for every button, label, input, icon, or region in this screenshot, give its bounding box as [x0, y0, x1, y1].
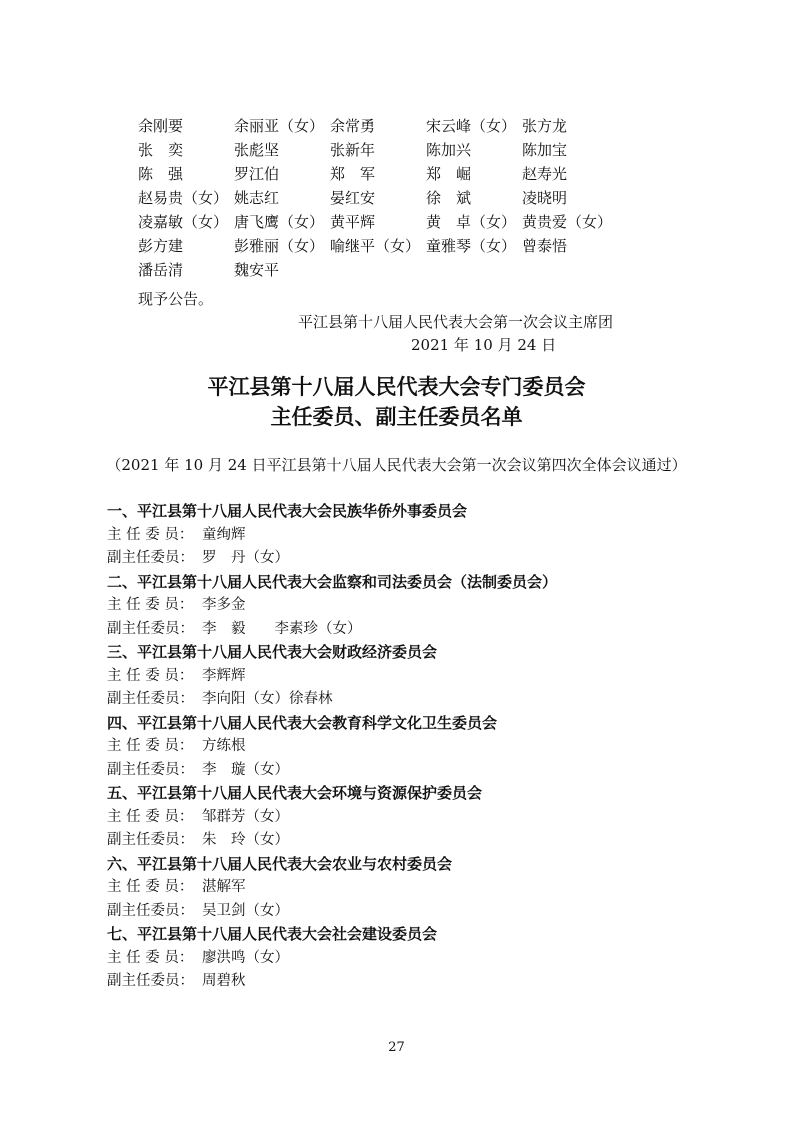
- member-name: 陈加兴: [426, 141, 472, 159]
- chair-name: 方练根: [202, 738, 246, 754]
- member-name: 赵寿光: [522, 165, 568, 183]
- name-row: [138, 210, 618, 234]
- vice-chair-line: [107, 547, 747, 571]
- member-name: 彭雅丽（女）: [234, 237, 325, 255]
- chair-line: [107, 524, 747, 548]
- name-row: [138, 162, 618, 186]
- member-name: 张新年: [330, 141, 376, 159]
- committee-heading: 三、平江县第十八届人民代表大会财政经济委员会: [107, 643, 438, 661]
- member-name: 姚志红: [234, 189, 280, 207]
- member-name: 魏安平: [234, 261, 280, 279]
- document-subtitle: （2021 年 10 月 24 日平江县第十八届人民代表大会第一次会议第四次全体会议通过）: [106, 456, 687, 474]
- member-name: 陈 强: [138, 165, 184, 183]
- chair-name: 李多金: [202, 597, 246, 613]
- name-row: [138, 186, 618, 210]
- member-name: 罗江伯: [234, 165, 280, 183]
- member-name: 凌晓明: [522, 189, 568, 207]
- member-name: 黄贵爱（女）: [522, 213, 613, 231]
- member-name: 唐飞鹰（女）: [234, 213, 325, 231]
- chair-name: 李辉辉: [202, 667, 246, 684]
- member-name: 喻继平（女）: [330, 237, 421, 255]
- vice-chair-label: 副主任委员：: [107, 550, 194, 566]
- chair-name: 童绚辉: [202, 526, 246, 543]
- name-row: [138, 258, 618, 282]
- chair-label: 主 任 委 员：: [107, 808, 194, 825]
- vice-chair-names: 朱 玲（女）: [202, 832, 289, 848]
- member-name: 张方龙: [522, 117, 568, 135]
- chair-line: [107, 594, 747, 618]
- member-name: 凌嘉敏（女）: [138, 213, 229, 231]
- vice-chair-line: [107, 618, 747, 642]
- committee-section: [107, 853, 747, 924]
- vice-chair-line: [107, 759, 747, 783]
- chair-name: 廖洪鸣（女）: [202, 949, 289, 966]
- chair-label: 主 任 委 员：: [107, 667, 194, 684]
- chair-label: 主 任 委 员：: [107, 949, 194, 966]
- chair-label: 主 任 委 员：: [107, 738, 194, 754]
- chair-line: [107, 806, 747, 830]
- committee-section: [107, 923, 747, 994]
- member-name: 晏红安: [330, 189, 376, 207]
- member-name: 赵易贵（女）: [138, 189, 229, 207]
- member-name: 余刚要: [138, 117, 184, 135]
- vice-chair-label: 副主任委员：: [107, 973, 194, 989]
- committee-sections: [107, 500, 747, 994]
- name-row: [138, 114, 618, 138]
- committee-heading: 四、平江县第十八届人民代表大会教育科学文化卫生委员会: [107, 713, 498, 732]
- member-name: 童雅琴（女）: [426, 237, 517, 255]
- page-number: 27: [388, 1040, 405, 1055]
- announcement: 现予公告。: [138, 290, 214, 308]
- chair-name: 湛解军: [202, 879, 246, 895]
- name-list: [138, 114, 618, 282]
- chair-label: 主 任 委 员：: [107, 879, 194, 895]
- chair-line: [107, 735, 747, 759]
- vice-chair-names: 吴卫剑（女）: [202, 902, 289, 919]
- name-row: [138, 138, 618, 162]
- committee-section: [107, 641, 747, 712]
- member-name: 张 奕: [138, 141, 184, 159]
- member-name: 潘岳清: [138, 261, 184, 279]
- member-name: 郑 崛: [426, 165, 472, 183]
- vice-chair-line: [107, 970, 747, 994]
- committee-heading: 七、平江县第十八届人民代表大会社会建设委员会: [107, 925, 438, 943]
- vice-chair-label: 副主任委员：: [107, 620, 194, 637]
- vice-chair-label: 副主任委员：: [107, 902, 194, 919]
- member-name: 彭方建: [138, 237, 184, 255]
- member-name: 张彪坚: [234, 141, 280, 159]
- chair-name: 邹群芳（女）: [202, 808, 289, 825]
- signature-organization: 平江县第十八届人民代表大会第一次会议主席团: [298, 313, 614, 331]
- member-name: 郑 军: [330, 165, 376, 183]
- name-row: [138, 234, 618, 258]
- vice-chair-label: 副主任委员：: [107, 691, 194, 707]
- committee-section: [107, 712, 747, 783]
- committee-heading: 六、平江县第十八届人民代表大会农业与农村委员会: [107, 854, 453, 873]
- document-title-line-1: 平江县第十八届人民代表大会专门委员会: [207, 375, 586, 399]
- member-name: 黄平辉: [330, 213, 376, 231]
- chair-line: [107, 876, 747, 900]
- vice-chair-line: [107, 829, 747, 853]
- committee-heading: 五、平江县第十八届人民代表大会环境与资源保护委员会: [107, 784, 483, 802]
- vice-chair-names: 李向阳（女）徐春林: [202, 691, 333, 707]
- vice-chair-names: 李 毅 李素珍（女）: [202, 620, 362, 637]
- vice-chair-names: 罗 丹（女）: [202, 550, 289, 566]
- chair-line: [107, 947, 747, 971]
- vice-chair-label: 副主任委员：: [107, 832, 194, 848]
- committee-heading: 二、平江县第十八届人民代表大会监察和司法委员会（法制委员会）: [107, 572, 558, 591]
- chair-label: 主 任 委 员：: [107, 597, 194, 613]
- member-name: 徐 斌: [426, 189, 472, 207]
- member-name: 宋云峰（女）: [426, 117, 517, 135]
- member-name: 余丽亚（女）: [234, 117, 325, 135]
- committee-section: [107, 782, 747, 853]
- committee-section: [107, 500, 747, 571]
- member-name: 余常勇: [330, 117, 376, 135]
- member-name: 曾泰悟: [522, 237, 568, 255]
- member-name: 陈加宝: [522, 141, 568, 159]
- vice-chair-line: [107, 688, 747, 712]
- committee-section: [107, 571, 747, 642]
- vice-chair-line: [107, 900, 747, 924]
- vice-chair-label: 副主任委员：: [107, 761, 194, 778]
- signature-date: 2021 年 10 月 24 日: [411, 336, 557, 354]
- vice-chair-names: 周碧秋: [202, 973, 246, 989]
- member-name: 黄 卓（女）: [426, 213, 517, 231]
- chair-label: 主 任 委 员：: [107, 526, 194, 543]
- chair-line: [107, 665, 747, 689]
- vice-chair-names: 李 璇（女）: [202, 761, 289, 778]
- committee-heading: 一、平江县第十八届人民代表大会民族华侨外事委员会: [107, 502, 468, 520]
- document-title-line-2: 主任委员、副主任委员名单: [270, 405, 523, 429]
